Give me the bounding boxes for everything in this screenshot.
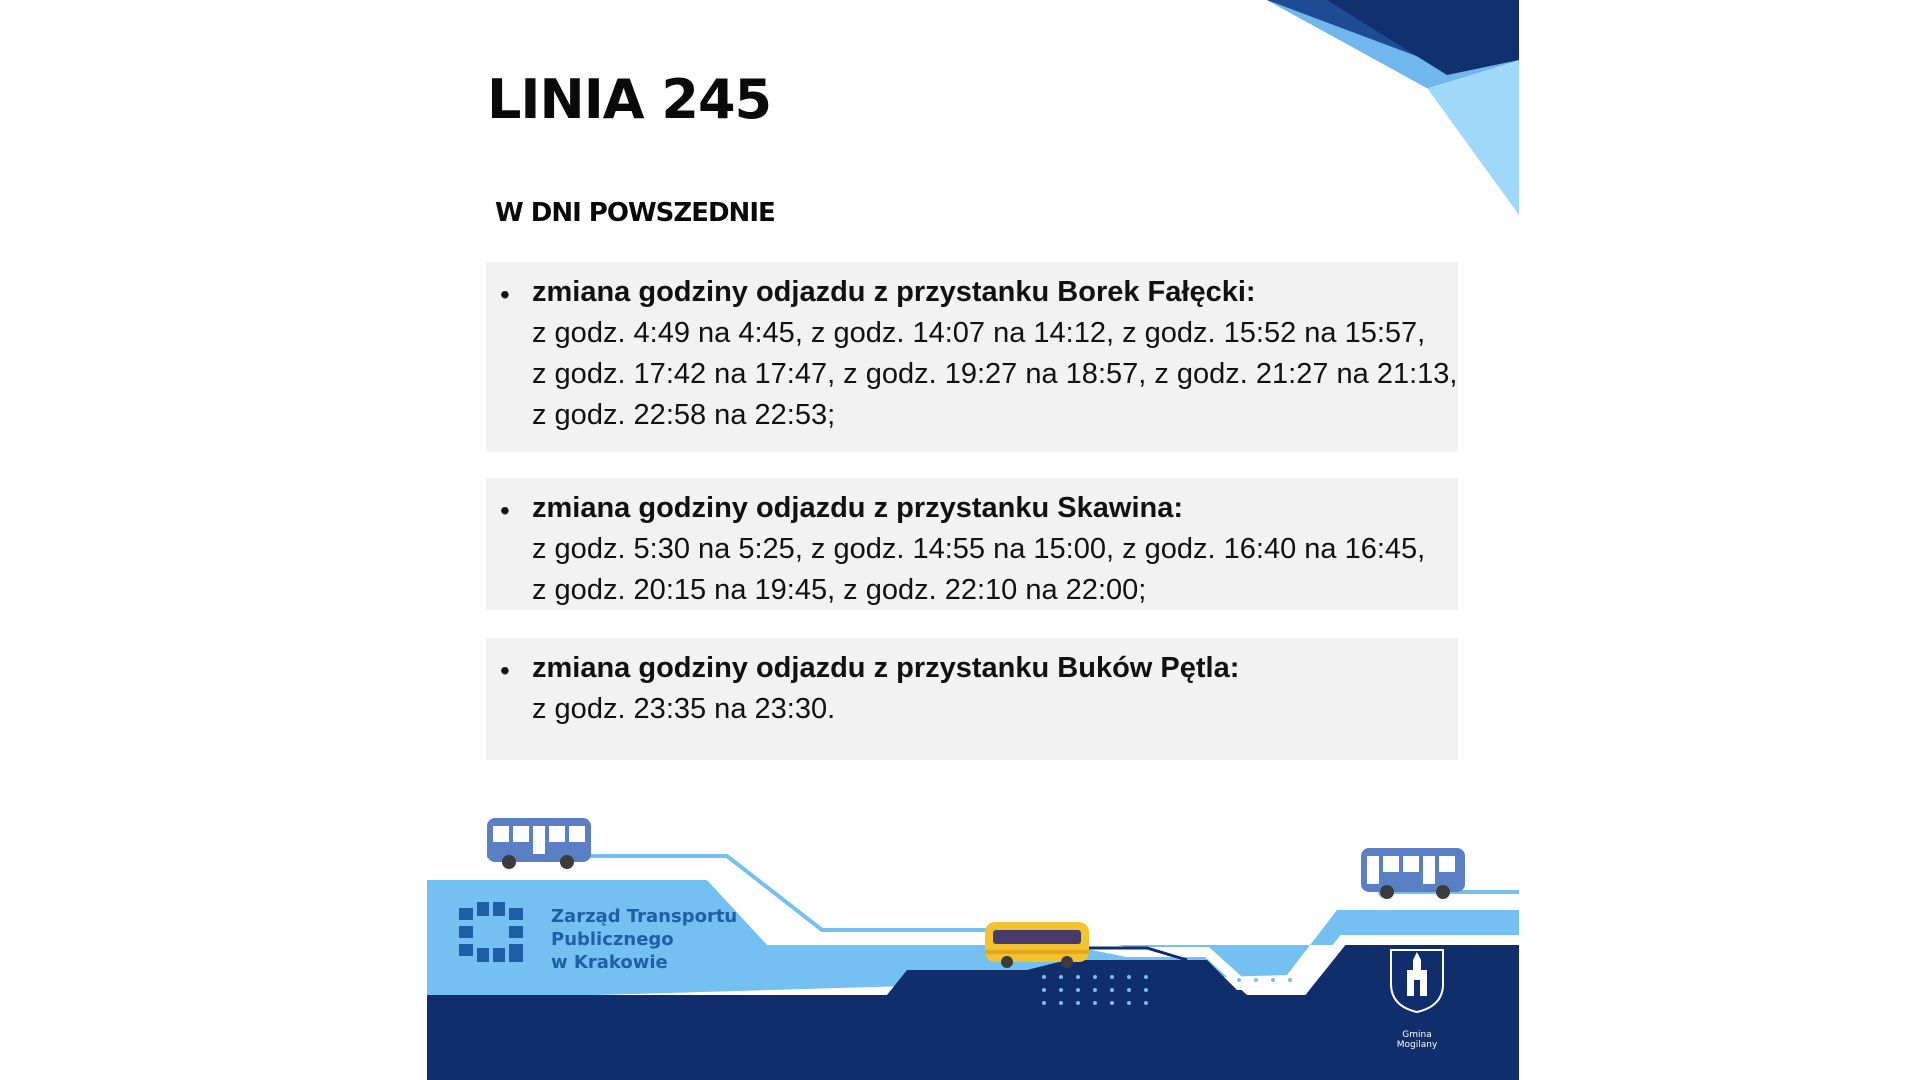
announcement-card — [427, 0, 1519, 1080]
gmina-line: Mogilany — [1396, 1040, 1438, 1050]
bullet-icon: • — [500, 655, 510, 686]
time-change-line: z godz. 23:35 na 23:30. — [532, 693, 836, 725]
time-change-line: z godz. 5:30 na 5:25, z godz. 14:55 na 15:00, z godz. 16:40 na 16:45, — [532, 533, 1426, 565]
yellow-bus-icon — [985, 922, 1089, 968]
time-change-line: z godz. 22:58 na 22:53; — [532, 399, 836, 431]
stop-heading: zmiana godziny odjazdu z przystanku Skawina: — [532, 492, 1183, 524]
bullet-icon: • — [500, 495, 510, 526]
bullet-icon: • — [500, 279, 510, 310]
stop-heading: zmiana godziny odjazdu z przystanku Borek Fałęcki: — [532, 276, 1256, 308]
logo-line: w Krakowie — [551, 952, 668, 973]
logo-line: Zarząd Transportu — [551, 906, 738, 927]
logo-line: Publicznego — [551, 929, 674, 950]
page-subtitle: W DNI POWSZEDNIE — [495, 198, 775, 228]
gmina-line: Gmina — [1402, 1030, 1432, 1040]
blue-bus-icon — [1361, 848, 1465, 899]
blue-bus-icon — [487, 818, 591, 869]
gmina-logo-text — [1377, 1030, 1457, 1050]
ztp-logo-text — [551, 905, 737, 974]
time-change-line: z godz. 17:42 na 17:47, z godz. 19:27 na 18:57, z godz. 21:27 na 21:13, — [532, 358, 1458, 390]
page-title: LINIA 245 — [487, 68, 772, 131]
stop-heading: zmiana godziny odjazdu z przystanku Buków Pętla: — [532, 652, 1240, 684]
time-change-line: z godz. 4:49 na 4:45, z godz. 14:07 na 14:12, z godz. 15:52 na 15:57, — [532, 317, 1426, 349]
gmina-crest-icon — [1391, 950, 1443, 1012]
time-change-line: z godz. 20:15 na 19:45, z godz. 22:10 na 22:00; — [532, 574, 1147, 606]
